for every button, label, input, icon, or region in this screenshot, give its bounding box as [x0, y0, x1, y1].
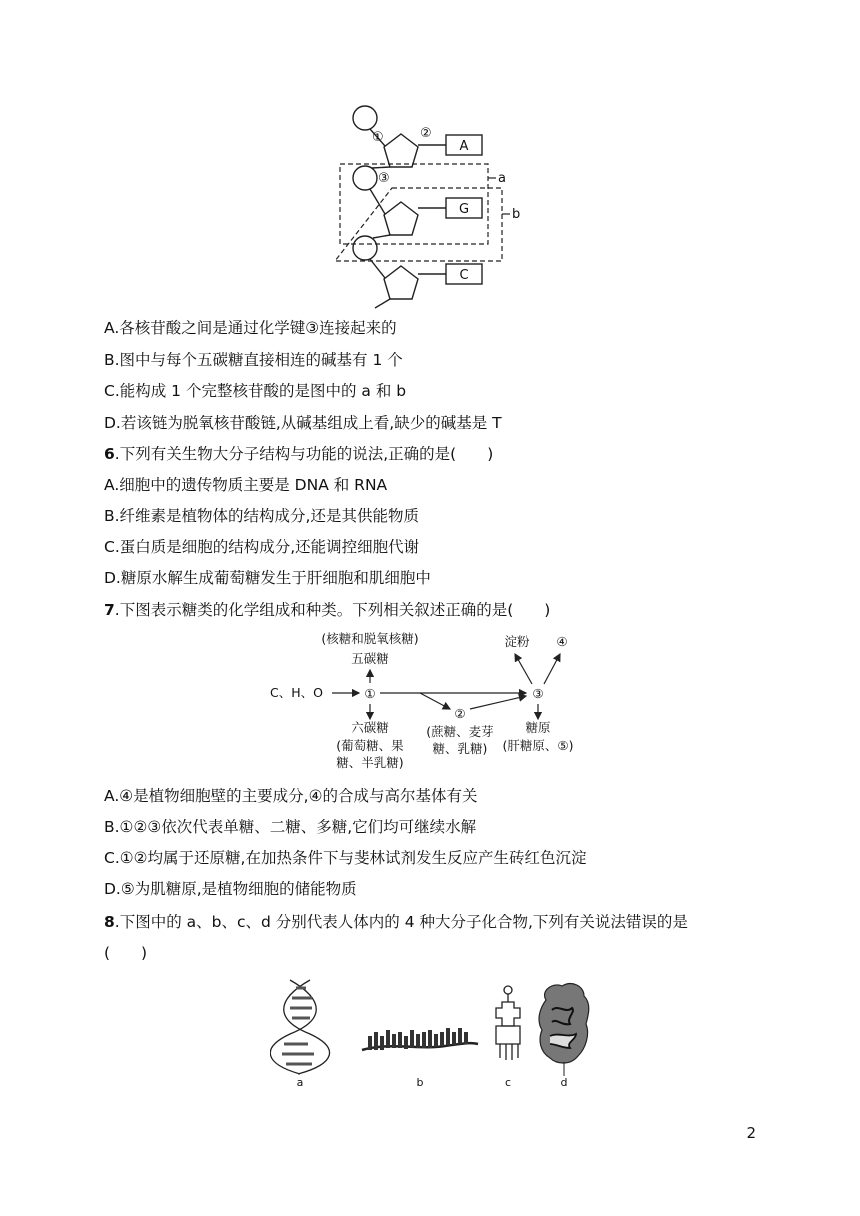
q7-option-b: B.①②③依次代表单糖、二糖、多糖,它们均可继续水解 — [104, 818, 477, 836]
starch-label: 淀粉 — [504, 634, 530, 649]
dna-helix-drawing — [270, 980, 329, 1074]
hexose-note-1: (葡萄糖、果 — [336, 738, 404, 753]
label-bond-1: ① — [372, 130, 384, 145]
phosphate-circle — [353, 106, 377, 130]
disaccharide-note-2: 糖、乳糖) — [432, 741, 488, 756]
phosphate-circle — [353, 236, 377, 260]
label-c: c — [504, 1076, 512, 1089]
nucleotide-chain-figure — [330, 98, 530, 310]
trna-drawing — [496, 986, 520, 1060]
q8-stem-bracket: ( ) — [104, 944, 148, 962]
base-a-label: A — [459, 139, 469, 154]
q6-option-c: C.蛋白质是细胞的结构成分,还能调控细胞代谢 — [104, 538, 420, 556]
q6-option-b: B.纤维素是植物体的结构成分,还是其供能物质 — [104, 507, 419, 525]
q6-option-d: D.糖原水解生成葡萄糖发生于肝细胞和肌细胞中 — [104, 569, 431, 587]
q5-option-a: A.各核苷酸之间是通过化学键③连接起来的 — [104, 319, 397, 337]
q7-stem — [104, 600, 550, 620]
q7-option-c: C.①②均属于还原糖,在加热条件下与斐林试剂发生反应产生砖红色沉淀 — [104, 849, 587, 867]
page-number: 2 — [746, 1124, 756, 1142]
q7-option-a: A.④是植物细胞壁的主要成分,④的合成与高尔基体有关 — [104, 787, 478, 805]
label-b: b — [416, 1076, 424, 1089]
pentose-note: (核糖和脱氧核糖) — [321, 631, 419, 646]
label-bond-2: ② — [420, 126, 432, 141]
q8-stem-text: .下图中的 a、b、c、d 分别代表人体内的 4 种大分子化合物,下列有关说法错误的是 — [114, 913, 688, 931]
phosphate-circle — [353, 166, 377, 190]
node-2: ② — [454, 706, 466, 721]
q7-option-d: D.⑤为肌糖原,是植物细胞的储能物质 — [104, 880, 357, 898]
node-4: ④ — [556, 634, 568, 649]
base-c-label: C — [459, 268, 469, 283]
q5-option-b: B.图中与每个五碳糖直接相连的碱基有 1 个 — [104, 351, 403, 369]
base-g-label: G — [458, 202, 470, 217]
q5-option-c: C.能构成 1 个完整核苷酸的是图中的 a 和 b — [104, 382, 407, 400]
hexose-note-2: 糖、半乳糖) — [336, 755, 404, 770]
q7-number: 7 — [104, 601, 115, 619]
q7-stem-text: .下图表示糖类的化学组成和种类。下列相关叙述正确的是( ) — [114, 601, 551, 619]
q8-number: 8 — [104, 913, 115, 931]
node-1: ① — [364, 686, 376, 701]
q6-stem-text: .下列有关生物大分子结构与功能的说法,正确的是( ) — [114, 445, 494, 463]
node-3: ③ — [532, 686, 544, 701]
glycogen-note: (肝糖原、⑤) — [502, 738, 574, 753]
protein-drawing — [539, 984, 589, 1076]
pentose-pentagon — [384, 202, 418, 235]
q6-option-a: A.细胞中的遗传物质主要是 DNA 和 RNA — [104, 476, 388, 494]
q8-stem — [104, 912, 688, 932]
elements-label: C、H、O — [270, 685, 323, 700]
label-a: a — [296, 1076, 304, 1089]
label-bond-3: ③ — [378, 171, 390, 186]
rna-strand-drawing — [362, 1028, 478, 1050]
pentose-pentagon — [384, 266, 418, 299]
glycogen-label: 糖原 — [525, 720, 551, 735]
q6-number: 6 — [104, 445, 115, 463]
pentose-label: 五碳糖 — [351, 651, 389, 666]
macromolecules-figure — [270, 972, 600, 1090]
disaccharide-note-1: (蔗糖、麦芽 — [426, 724, 494, 739]
pentose-pentagon — [384, 134, 418, 167]
hexose-label: 六碳糖 — [351, 720, 389, 735]
q5-option-d: D.若该链为脱氧核苷酸链,从碱基组成上看,缺少的碱基是 T — [104, 414, 502, 432]
region-b-dashed-box — [335, 188, 502, 261]
q6-stem — [104, 444, 493, 464]
label-region-b: b — [512, 207, 521, 222]
sugar-classification-figure — [270, 626, 600, 778]
label-region-a: a — [498, 171, 506, 186]
label-d: d — [560, 1076, 568, 1089]
